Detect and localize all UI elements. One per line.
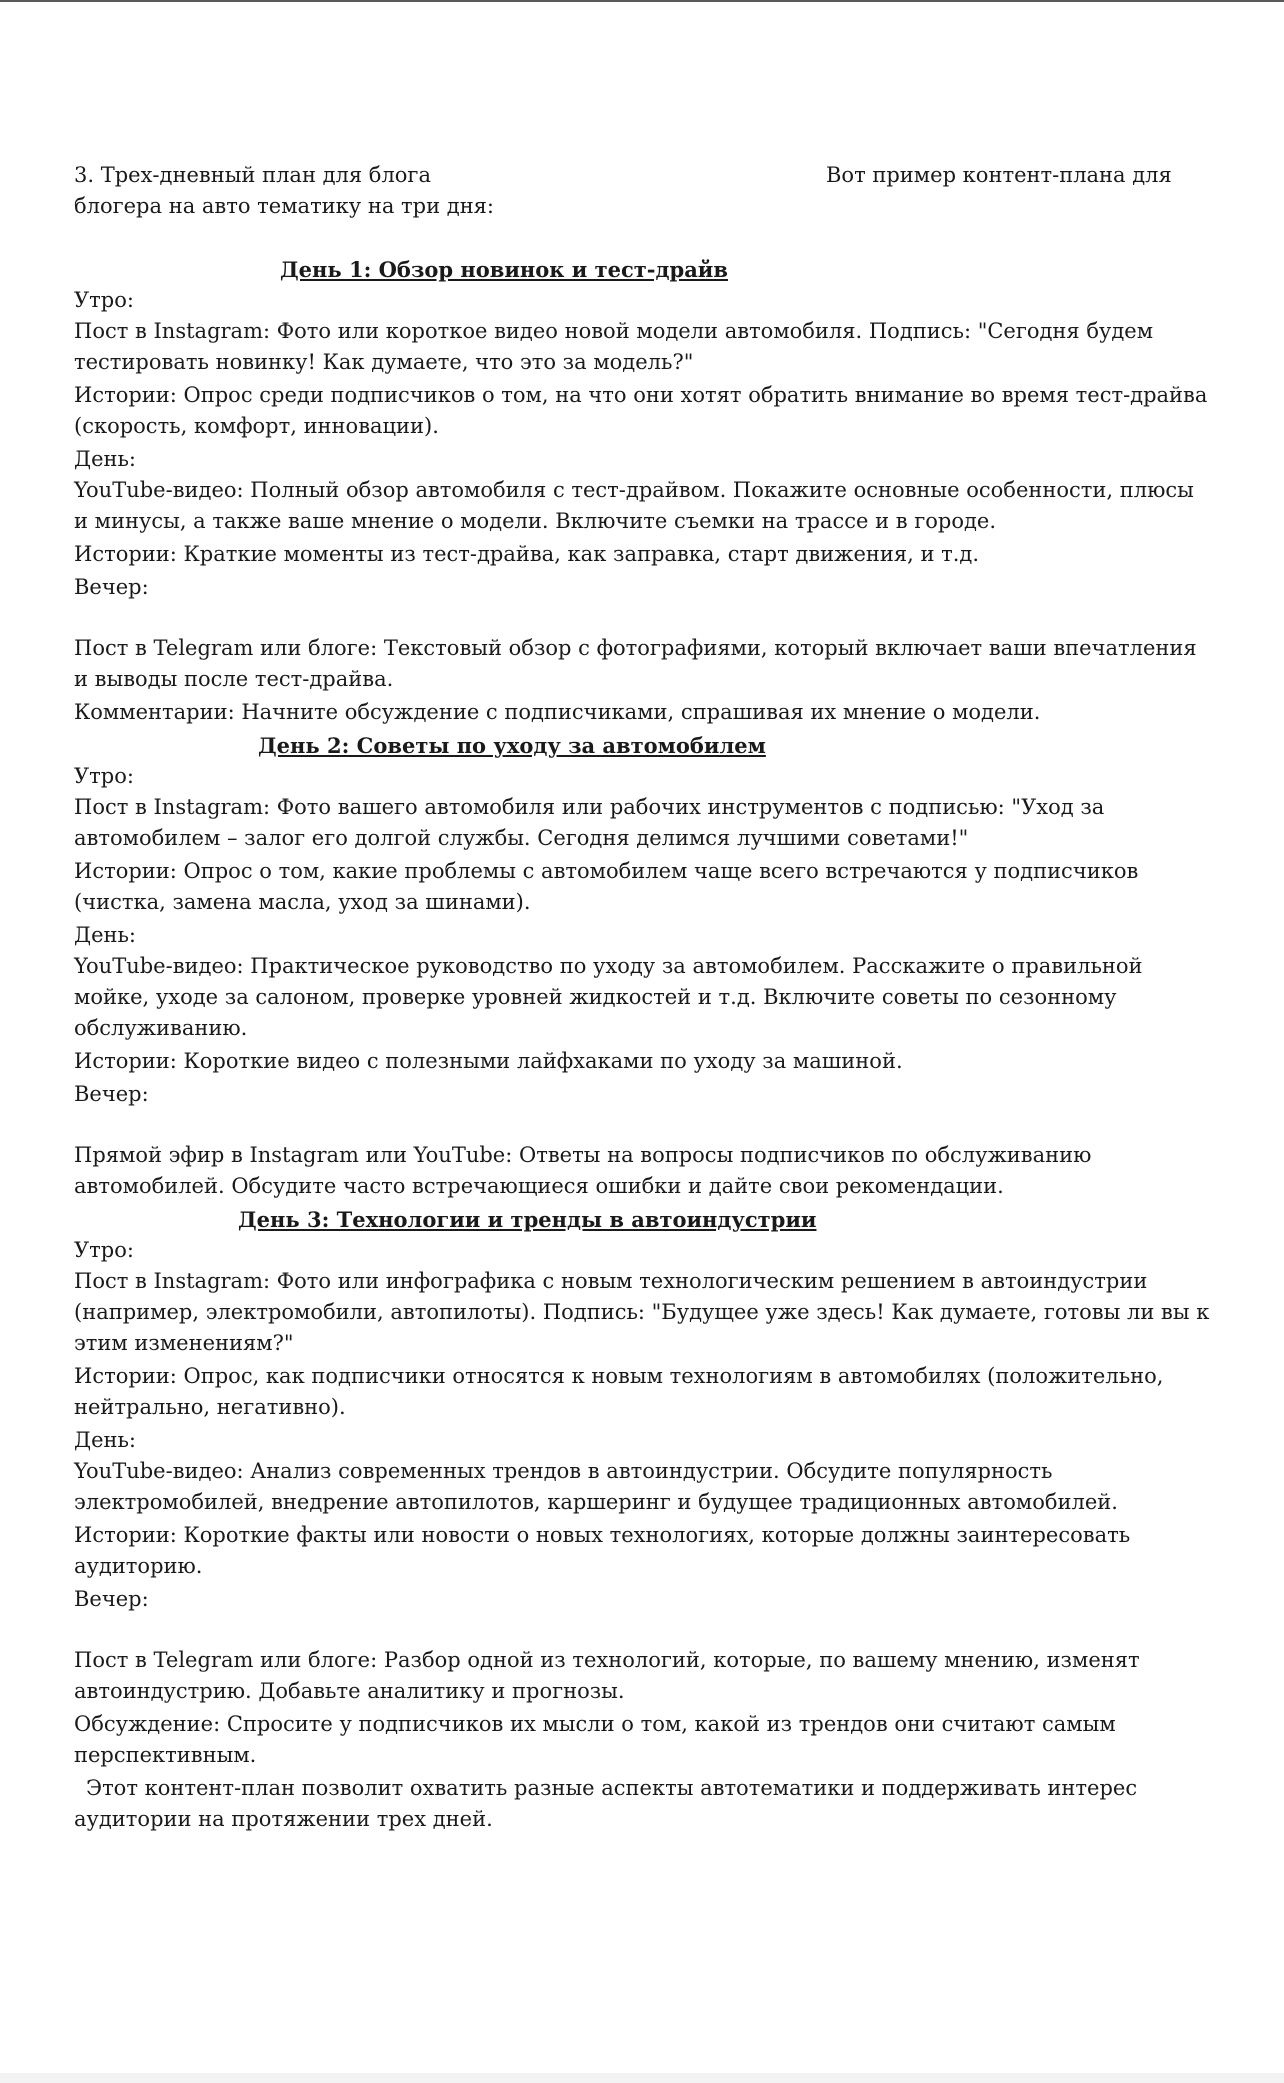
evening-label: Вечер: — [74, 575, 149, 599]
intro-right: Вот пример контент-плана для — [826, 163, 1172, 187]
morning-label: Утро: — [74, 288, 134, 312]
day-3-day-item-1: YouTube-видео: Анализ современных трендов в автоиндустрии. Обсудите популярность электромобилей, внедрение автопилотов, каршеринг и будущее традиционных автомобилей. — [74, 1459, 1118, 1514]
day-1-section — [74, 254, 1214, 728]
day-1-morning-item-1: Пост в Instagram: Фото или короткое видео новой модели автомобиля. Подпись: "Сегодня будем тестировать новинку! Как думаете, что это за модель?" — [74, 319, 1154, 374]
day-3-morning-item-2: Истории: Опрос, как подписчики относятся к новым технологиям в автомобилях (положительно, нейтрально, негативно). — [74, 1364, 1164, 1419]
day-label: День: — [74, 447, 137, 471]
day-3-evening-item-1: Пост в Telegram или блоге: Разбор одной из технологий, которые, по вашему мнению, изменят автоиндустрию. Добавьте аналитику и прогнозы. — [74, 1648, 1140, 1703]
intro-block — [74, 160, 1214, 222]
day-3-heading: День 3: Технологии и тренды в автоиндустрии — [238, 1207, 817, 1232]
day-1-evening-item-1: Пост в Telegram или блоге: Текстовый обзор с фотографиями, который включает ваши впечатления и выводы после тест-драйва. — [74, 636, 1197, 691]
day-2-evening-item-1: Прямой эфир в Instagram или YouTube: Ответы на вопросы подписчиков по обслуживанию автомобилей. Обсудите часто встречающиеся ошибки и дайте свои рекомендации. — [74, 1143, 1092, 1198]
day-label: День: — [74, 923, 137, 947]
day-2-day-item-2: Истории: Короткие видео с полезными лайфхаками по уходу за машиной. — [74, 1049, 903, 1073]
day-2-morning-item-1: Пост в Instagram: Фото вашего автомобиля или рабочих инструментов с подписью: "Уход за автомобилем – залог его долгой службы. Сегодня делимся лучшими советами!" — [74, 795, 1105, 850]
day-label: День: — [74, 1428, 137, 1452]
day-2-heading: День 2: Советы по уходу за автомобилем — [258, 733, 766, 758]
evening-label: Вечер: — [74, 1587, 149, 1611]
page-bottom-shade — [0, 2073, 1284, 2083]
intro-line-2: блогера на авто тематику на три дня: — [74, 194, 495, 218]
intro-left — [74, 160, 894, 222]
morning-label: Утро: — [74, 764, 134, 788]
evening-label: Вечер: — [74, 1082, 149, 1106]
day-3-day-item-2: Истории: Короткие факты или новости о новых технологиях, которые должны заинтересовать аудиторию. — [74, 1523, 1131, 1578]
day-2-section — [74, 730, 1214, 1202]
day-3-morning-item-1: Пост в Instagram: Фото или инфографика с новым технологическим решением в автоиндустрии (например, электромобили, автопилоты). Подпись: "Будущее уже здесь! Как думаете, готовы ли вы к этим изменениям?" — [74, 1269, 1210, 1355]
day-1-day-item-2: Истории: Краткие моменты из тест-драйва, как заправка, старт движения, и т.д. — [74, 542, 980, 566]
day-3-section — [74, 1204, 1214, 1771]
document-page — [74, 160, 1214, 1837]
intro-line-1: 3. Трех-дневный план для блога — [74, 163, 431, 187]
day-2-morning-item-2: Истории: Опрос о том, какие проблемы с автомобилем чаще всего встречаются у подписчиков (чистка, замена масла, уход за шинами). — [74, 859, 1139, 914]
morning-label: Утро: — [74, 1238, 134, 1262]
day-1-day-item-1: YouTube-видео: Полный обзор автомобиля с тест-драйвом. Покажите основные особенности, плюсы и минусы, а также ваше мнение о модели. Включите съемки на трассе и в городе. — [74, 478, 1194, 533]
day-1-evening-item-2: Комментарии: Начните обсуждение с подписчиками, спрашивая их мнение о модели. — [74, 700, 1041, 724]
conclusion: Этот контент-план позволит охватить разные аспекты автотематики и поддерживать интерес аудитории на протяжении трех дней. — [74, 1776, 1138, 1831]
day-2-day-item-1: YouTube-видео: Практическое руководство по уходу за автомобилем. Расскажите о правильной мойке, уходе за салоном, проверке уровней жидкостей и т.д. Включите советы по сезонному обслуживанию. — [74, 954, 1143, 1040]
day-1-morning-item-2: Истории: Опрос среди подписчиков о том, на что они хотят обратить внимание во время тест-драйва (скорость, комфорт, инновации). — [74, 383, 1208, 438]
day-1-heading: День 1: Обзор новинок и тест-драйв — [280, 257, 728, 282]
page-top-border — [0, 0, 1284, 2]
day-3-evening-item-2: Обсуждение: Спросите у подписчиков их мысли о том, какой из трендов они считают самым перспективным. — [74, 1712, 1116, 1767]
